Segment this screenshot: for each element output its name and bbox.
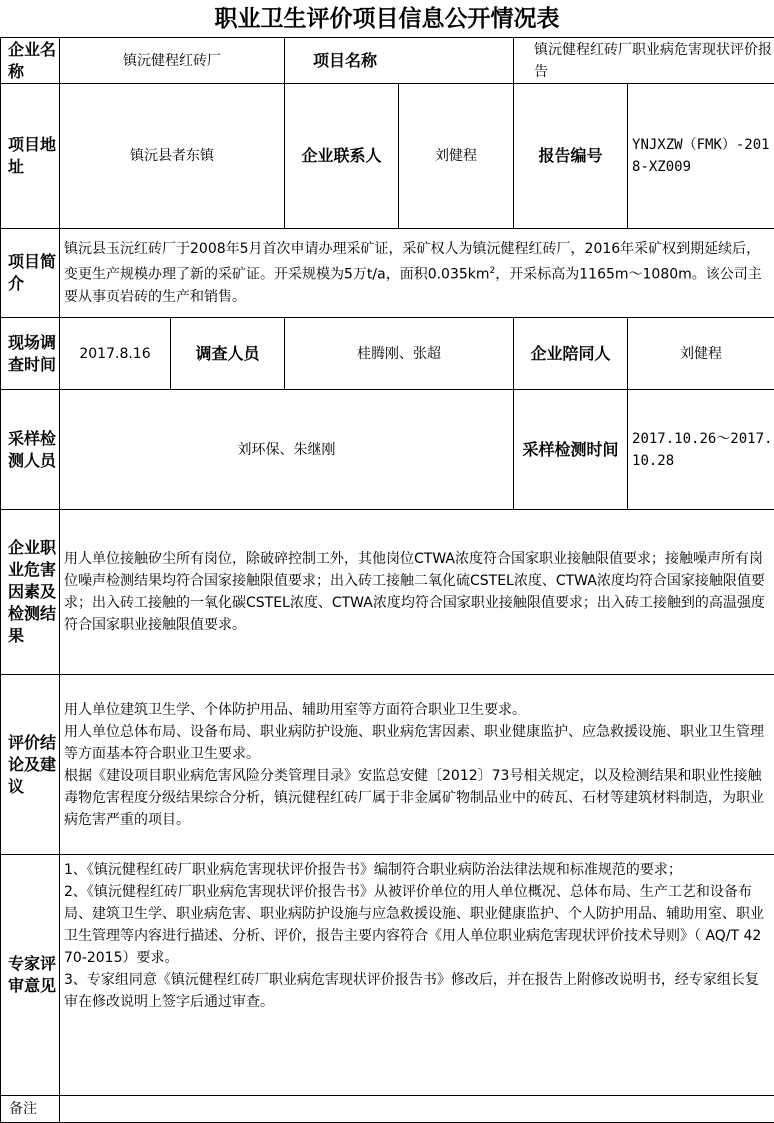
company-name-value: 镇沅健程红砖厂	[60, 38, 285, 84]
report-number-label: 报告编号	[514, 84, 628, 229]
sampling-staff-label: 采样检测人员	[1, 390, 60, 510]
investigators-value: 桂腾刚、张超	[285, 318, 514, 390]
survey-time-label: 现场调查时间	[1, 318, 60, 390]
row-address	[1, 84, 774, 229]
project-name-value: 镇沅健程红砖厂职业病危害现状评价报告	[514, 38, 774, 84]
project-address-value: 镇沅县者东镇	[60, 84, 285, 229]
expert-review-text	[60, 855, 774, 1096]
row-sampling	[1, 390, 774, 510]
enterprise-contact-value: 刘健程	[399, 84, 514, 229]
row-summary	[1, 229, 774, 318]
row-hazards	[1, 510, 774, 675]
area-unit-superscript: 2	[489, 266, 496, 277]
expert-review-paragraph-3: 3、专家组同意《镇沅健程红砖厂职业病危害现状评价报告书》修改后，并在报告上附修改说明书，经专家组长复审在修改说明上签字后通过审查。	[64, 972, 759, 1010]
report-number-value: YNJXZW（FMK）-2018-XZ009	[628, 84, 774, 229]
expert-review-label: 专家评审意见	[1, 855, 60, 1096]
hazard-factors-text: 用人单位接触矽尘所有岗位，除破碎控制工外，其他岗位CTWA浓度符合国家职业接触限值要求；接触噪声所有岗位噪声检测结果均符合国家接触限值要求；出入砖工接触二氧化硫CSTEL浓度、CTWA浓度均符合国家接触限值要求；出入砖工接触的一氧化碳CSTEL浓度、CTWA浓度均符合国家职业接触限值要求；出入砖工接触到的高温强度符合国家职业接触限值要求。	[60, 510, 774, 675]
row-remarks	[1, 1096, 774, 1123]
remarks-label: 备注	[1, 1096, 60, 1123]
row-expert-review	[1, 855, 774, 1096]
investigators-label: 调查人员	[171, 318, 285, 390]
info-table	[0, 37, 774, 1123]
survey-date-value: 2017.8.16	[60, 318, 171, 390]
project-summary-text-a: 镇沅县玉沅红砖厂于2008年5月首次申请办理采矿证，采矿权人为镇沅健程红砖厂，2016年采矿权到期延续后，变更生产规模办理了新的采矿证。开采规模为5万t/a，面积0.035km	[64, 241, 761, 283]
accompany-label: 企业陪同人	[514, 318, 628, 390]
conclusion-paragraph-3: 根据《建设项目职业病危害风险分类管理目录》安监总安健〔2012〕73号相关规定，以及检测结果和职业性接触毒物危害程度分级结果综合分析，镇沅健程红砖厂属于非金属矿物制品业中的砖瓦、石材等建筑材料制造，为职业病危害严重的项目。	[64, 767, 764, 828]
conclusion-paragraph-2: 用人单位总体布局、设备布局、职业病防护设施、职业病危害因素、职业健康监护、应急救援设施、职业卫生管理等方面基本符合职业卫生要求。	[64, 723, 764, 762]
sampling-time-value: 2017.10.26～2017.10.28	[628, 390, 774, 510]
conclusion-label: 评价结论及建议	[1, 675, 60, 855]
row-company	[1, 38, 774, 84]
project-address-label: 项目地址	[1, 84, 60, 229]
expert-review-paragraph-1: 1、《镇沅健程红砖厂职业病危害现状评价报告书》编制符合职业病防治法律法规和标准规范的要求；	[64, 862, 682, 878]
sampling-staff-value: 刘环保、朱继刚	[60, 390, 514, 510]
row-survey	[1, 318, 774, 390]
company-name-label: 企业名称	[1, 38, 60, 84]
row-conclusion	[1, 675, 774, 855]
hazard-factors-label: 企业职业危害因素及检测结果	[1, 510, 60, 675]
accompany-value: 刘健程	[628, 318, 774, 390]
conclusion-paragraph-1: 用人单位建筑卫生学、个体防护用品、辅助用室等方面符合职业卫生要求。	[64, 701, 526, 718]
project-summary-label: 项目简介	[1, 229, 60, 318]
page-title: 职业卫生评价项目信息公开情况表	[214, 6, 560, 32]
project-summary-text-b: ，开采标高为1165m～1080m。该公司主要从事页岩砖的生产和销售。	[64, 266, 762, 305]
project-summary-text	[60, 229, 774, 318]
remarks-value	[60, 1096, 774, 1123]
enterprise-contact-label: 企业联系人	[285, 84, 399, 229]
sampling-time-label: 采样检测时间	[514, 390, 628, 510]
project-name-label: 项目名称	[285, 38, 514, 84]
conclusion-text	[60, 675, 774, 855]
expert-review-paragraph-2: 2、《镇沅健程红砖厂职业病危害现状评价报告书》从被评价单位的用人单位概况、总体布局、生产工艺和设备布局、建筑卫生学、职业病危害、职业病防护设施与应急救援设施、职业健康监护、个人防护用品、辅助用室、职业卫生管理等内容进行描述、分析、评价，报告主要内容符合《用人单位职业病危害现状评价技术导则》（ AQ/T 4270-2015）要求。	[64, 884, 764, 966]
